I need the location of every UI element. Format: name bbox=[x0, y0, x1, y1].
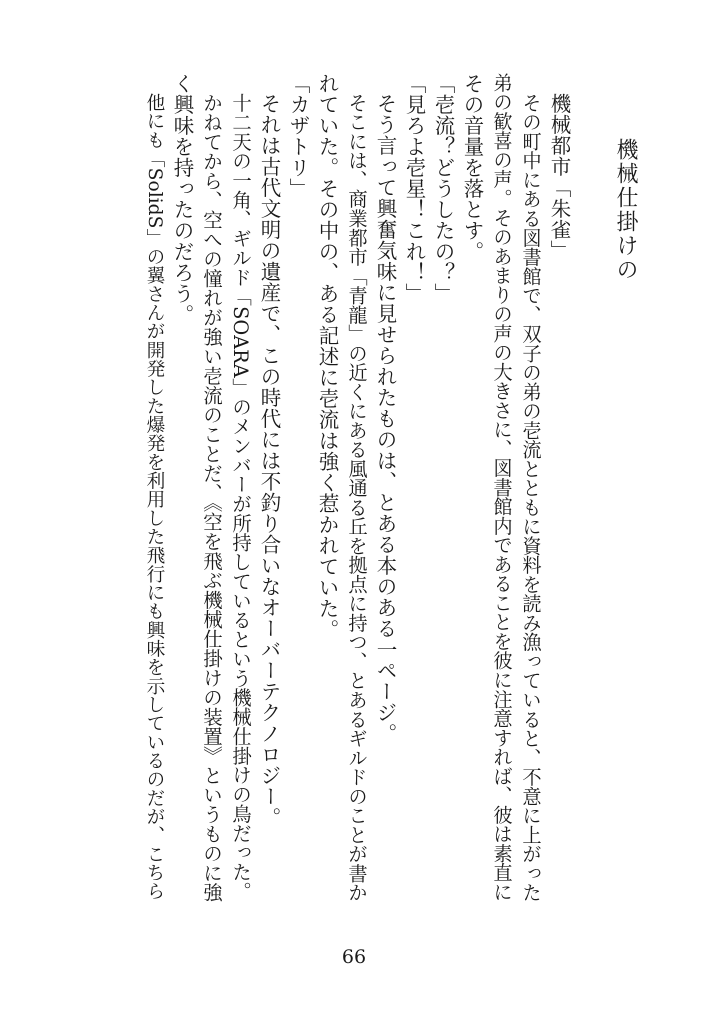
text-line-8: そこには、商業都市「青龍」の近くにある風通る丘を拠点に持つ、とあるギルドのことが書か bbox=[345, 93, 368, 902]
text-line-1: 機械都市「朱雀」 bbox=[547, 93, 571, 261]
text-line-5: 「壱流？どうしたの？」 bbox=[431, 73, 455, 304]
text-line-9: れていた。その中の、ある記述に壱流は強く惹かれていた。 bbox=[315, 73, 339, 640]
text-line-6: 「見ろよ壱星！これ！」 bbox=[402, 73, 426, 304]
text-line-12: 十二天の一角、ギルド「SOARA」のメンバーが所持しているという機械仕掛けの鳥だった。 bbox=[229, 93, 252, 901]
text-line-14: く興味を持ったのだろう。 bbox=[170, 73, 194, 325]
text-line-13: かねてから、空への憧れが強い壱流のことだ、《空を飛ぶ機械仕掛けの装置》というものに強 bbox=[200, 93, 223, 902]
text-line-4: その音量を落とす。 bbox=[460, 73, 484, 262]
page-number: 66 bbox=[341, 946, 367, 968]
text-line-15: 他にも「SolidS」の翼さんが開発した爆発を利用した飛行にも興味を示しているのだが、こちら bbox=[144, 93, 165, 901]
text-line-11: それは古代文明の遺産で、この時代には不釣り合いなオーバーテクノロジー。 bbox=[257, 93, 281, 828]
text-line-2: その町中にある図書館で、双子の弟の壱流とともに資料を読み漁っていると、不意に上がった bbox=[519, 93, 542, 902]
text-line-3: 弟の歓喜の声。そのあまりの声の大きさに、図書館内であることを彼に注意すれば、彼は素直に bbox=[490, 73, 513, 902]
text-line-10: 「カザトリ」 bbox=[286, 73, 310, 199]
chapter-title: 機械仕掛けの bbox=[613, 138, 638, 282]
text-line-7: そう言って興奮気味に見せられたものは、とある本のある一ページ。 bbox=[373, 93, 397, 744]
